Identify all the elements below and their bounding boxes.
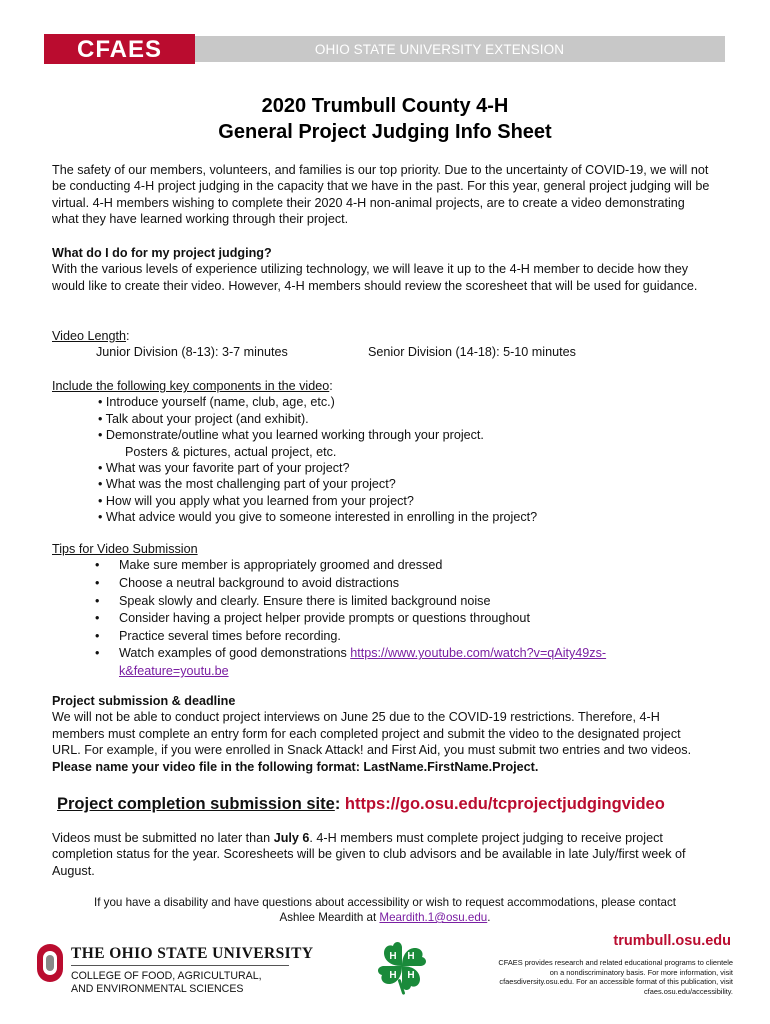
deadline-post: . 4-H members must complete project judging to receive project completion status for the year. Scoresheets will be given to club advisors and be available in late July/first week of August. <box>52 831 686 878</box>
submission-section <box>52 693 712 775</box>
judging-body: With the various levels of experience utilizing technology, we will leave it up to the 4-H member to decide how they would like to create their video. However, 4-H members should review the scoresheet that will be used for guidance. <box>52 262 698 293</box>
deadline-paragraph <box>52 830 712 879</box>
svg-text:H: H <box>389 951 397 962</box>
page-title-line2: General Project Judging Info Sheet <box>218 121 552 143</box>
components-label: Include the following key components in the video <box>52 379 330 393</box>
list-item: • Practice several times before recording. <box>52 628 712 646</box>
nondiscrimination-statement: CFAES provides research and related educational programs to clientele on a nondiscriminatory basis. For more information, visit cfaesdiversity.osu.edu. For an accessible format of this publication, visit cfaes.osu.edu/accessibility. <box>498 958 733 996</box>
college-line2: AND ENVIRONMENTAL SCIENCES <box>71 983 244 995</box>
accessibility-line1: If you have a disability and have questions about accessibility or wish to request accommodations, please contact <box>94 896 676 909</box>
list-item: • What was the most challenging part of your project? <box>98 477 396 492</box>
junior-division: Junior Division (8-13): 3-7 minutes <box>96 345 288 360</box>
list-item: Posters & pictures, actual project, etc. <box>125 444 337 459</box>
osu-name: THE OHIO STATE UNIVERSITY <box>71 945 314 962</box>
extension-bar <box>154 36 725 62</box>
accessibility-post: . <box>487 911 491 924</box>
svg-text:H: H <box>407 970 415 981</box>
tips-label: Tips for Video Submission <box>52 542 198 556</box>
accessibility-note <box>40 895 730 925</box>
list-item: • Speak slowly and clearly. Ensure there is limited background noise <box>52 593 712 611</box>
components-list <box>98 394 712 525</box>
submission-site-label: Project completion submission site <box>57 795 335 813</box>
video-length-section: Video Length: Junior Division (8-13): 3-7 minutes Senior Division (14-18): 5-10 minutes <box>52 329 576 360</box>
list-item: • Choose a neutral background to avoid distractions <box>52 575 712 593</box>
block-o-icon <box>37 944 63 982</box>
list-item: • Consider having a project helper provide prompts or questions throughout <box>52 610 712 628</box>
county-site[interactable]: trumbull.osu.edu <box>613 933 731 949</box>
accessibility-pre: Ashlee Meardith at <box>279 911 380 924</box>
list-item: • Demonstrate/outline what you learned working through your project. <box>98 428 484 443</box>
osu-college-logo <box>37 940 314 1000</box>
submission-site-colon: : <box>334 795 345 813</box>
cfaes-logo-text: CFAES <box>76 36 162 63</box>
svg-text:H: H <box>407 951 415 962</box>
list-item: • Talk about your project (and exhibit). <box>98 411 309 426</box>
tips-list <box>52 557 712 680</box>
college-line1: COLLEGE OF FOOD, AGRICULTURAL, <box>71 970 262 982</box>
judging-heading: What do I do for my project judging? <box>52 246 272 260</box>
submission-site-link[interactable]: https://go.osu.edu/tcprojectjudgingvideo <box>344 795 665 813</box>
senior-division: Senior Division (14-18): 5-10 minutes <box>368 345 576 360</box>
list-item: • How will you apply what you learned from your project? <box>98 493 414 508</box>
extension-bar-text: OHIO STATE UNIVERSITY EXTENSION <box>314 42 565 57</box>
watch-text: Watch examples of good demonstrations <box>119 646 351 661</box>
judging-section <box>52 245 712 294</box>
list-item: • What was your favorite part of your project? <box>98 460 350 475</box>
list-item: • What advice would you give to someone interested in enrolling in the project? <box>98 510 538 525</box>
video-length-label: Video Length <box>52 329 127 343</box>
submission-site <box>57 793 737 815</box>
svg-text:H: H <box>389 970 397 981</box>
osu-divider <box>71 965 289 966</box>
components-section: Include the following key components in the video: • Introduce yourself (name, club, age, etc.) • Talk about your project (and exhibit). • Demonstrate/outline what you learned working through your project. Posters & pictures, actual project, etc. • What was your favorite part of your project? • What was the most challenging part of your project? • How will you apply what you learned from your project? • What advice would you give to someone interested in enrolling in the project? <box>52 378 712 526</box>
deadline-pre: Videos must be submitted no later than <box>52 831 274 845</box>
submission-body: We will not be able to conduct project interviews on June 25 due to the COVID-19 restrictions. Therefore, 4-H members must complete an entry form for each completed project and submit the video to the designated project URL. For example, if you were enrolled in Snack Attack! and First Aid, you must submit two entries and two videos. <box>52 710 692 758</box>
header <box>44 34 725 64</box>
list-item: • Introduce yourself (name, club, age, etc.) <box>98 395 335 410</box>
list-item-watch <box>52 645 712 680</box>
tips-section <box>52 541 712 681</box>
email-link[interactable]: Meardith.1@osu.edu <box>379 911 488 924</box>
cfaes-logo <box>44 34 195 64</box>
4h-clover-icon <box>371 935 433 997</box>
submission-heading: Project submission & deadline <box>52 694 236 708</box>
deadline-date: July 6 <box>273 831 310 845</box>
intro-paragraph: The safety of our members, volunteers, and families is our top priority. Due to the uncertainty of COVID-19, we will not be conducting 4-H project judging in the capacity that we have in the past. For this year, general project judging will be virtual. 4-H members wishing to complete their 2020 4-H non-animal projects, are to create a video demonstrating what they have learned working through their project. <box>52 163 710 227</box>
youtube-link[interactable]: https://www.youtube.com/watch?v=qAity49zs-k&feature=youtu.be <box>119 646 607 678</box>
list-item: • Make sure member is appropriately groomed and dressed <box>52 557 712 575</box>
file-format-note: Please name your video file in the following format: LastName.FirstName.Project. <box>52 759 539 774</box>
page-title-line1: 2020 Trumbull County 4-H <box>261 95 509 117</box>
